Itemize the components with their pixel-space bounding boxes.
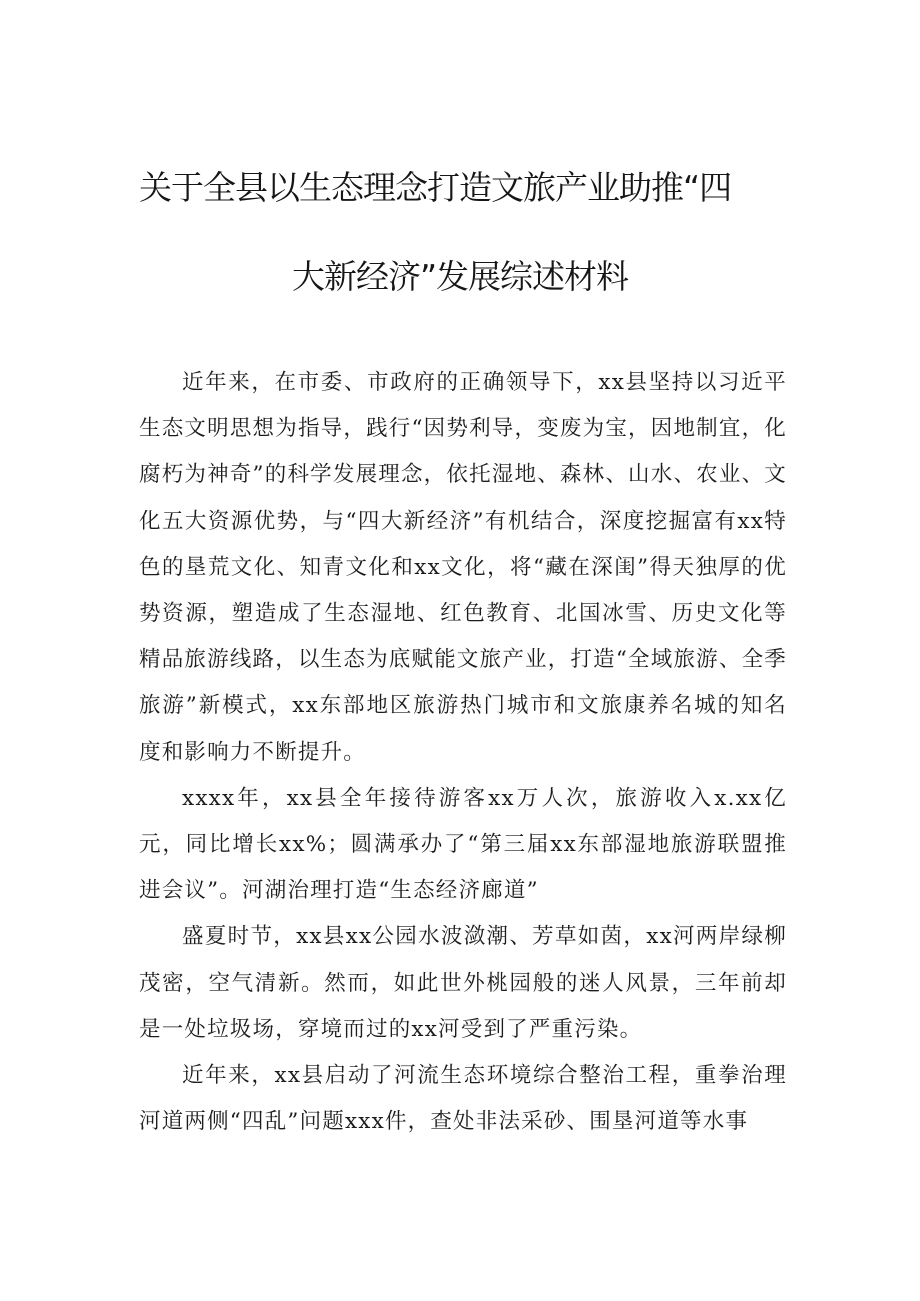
- paragraph-summer-scene: 盛夏时节，xx县xx公园水波潋潮、芳草如茵，xx河两岸绿柳茂密，空气清新。然而，如此世外桃园般的迷人风景，三年前却是一处垃圾场，穿境而过的xx河受到了严重污染。: [139, 924, 787, 1042]
- paragraph-intro: 近年来，在市委、市政府的正确领导下，xx县坚持以习近平生态文明思想为指导，践行“因势利导，变废为宝，因地制宜，化腐朽为神奇”的科学发展理念，依托湿地、森林、山水、农业、文化五大资源优势，与“四大新经济”有机结合，深度挖掘富有xx特色的垦荒文化、知青文化和xx文化，将“藏在深闺”得天独厚的优势资源，塑造成了生态湿地、红色教育、北国冰雪、历史文化等精品旅游线路，以生态为底赋能文旅产业，打造“全域旅游、全季旅游”新模式，xx东部地区旅游热门城市和文旅康养名城的知名度和影响力不断提升。: [139, 370, 787, 765]
- document-body: [139, 360, 787, 1145]
- document-title-line-2: 大新经济”发展综述材料: [291, 257, 629, 296]
- paragraph-river-governance: 近年来，xx县启动了河流生态环境综合整治工程，重拳治理河道两侧“四乱”问题xxx件，查处非法采砂、围垦河道等水事: [139, 1063, 787, 1135]
- paragraph-statistics: xxxx年，xx县全年接待游客xx万人次，旅游收入x.xx亿元，同比增长xx%；圆满承办了“第三届xx东部湿地旅游联盟推进会议”。河湖治理打造“生态经济廊道”: [139, 785, 787, 904]
- document-title-line-1: 关于全县以生态理念打造文旅产业助推“四: [139, 168, 732, 207]
